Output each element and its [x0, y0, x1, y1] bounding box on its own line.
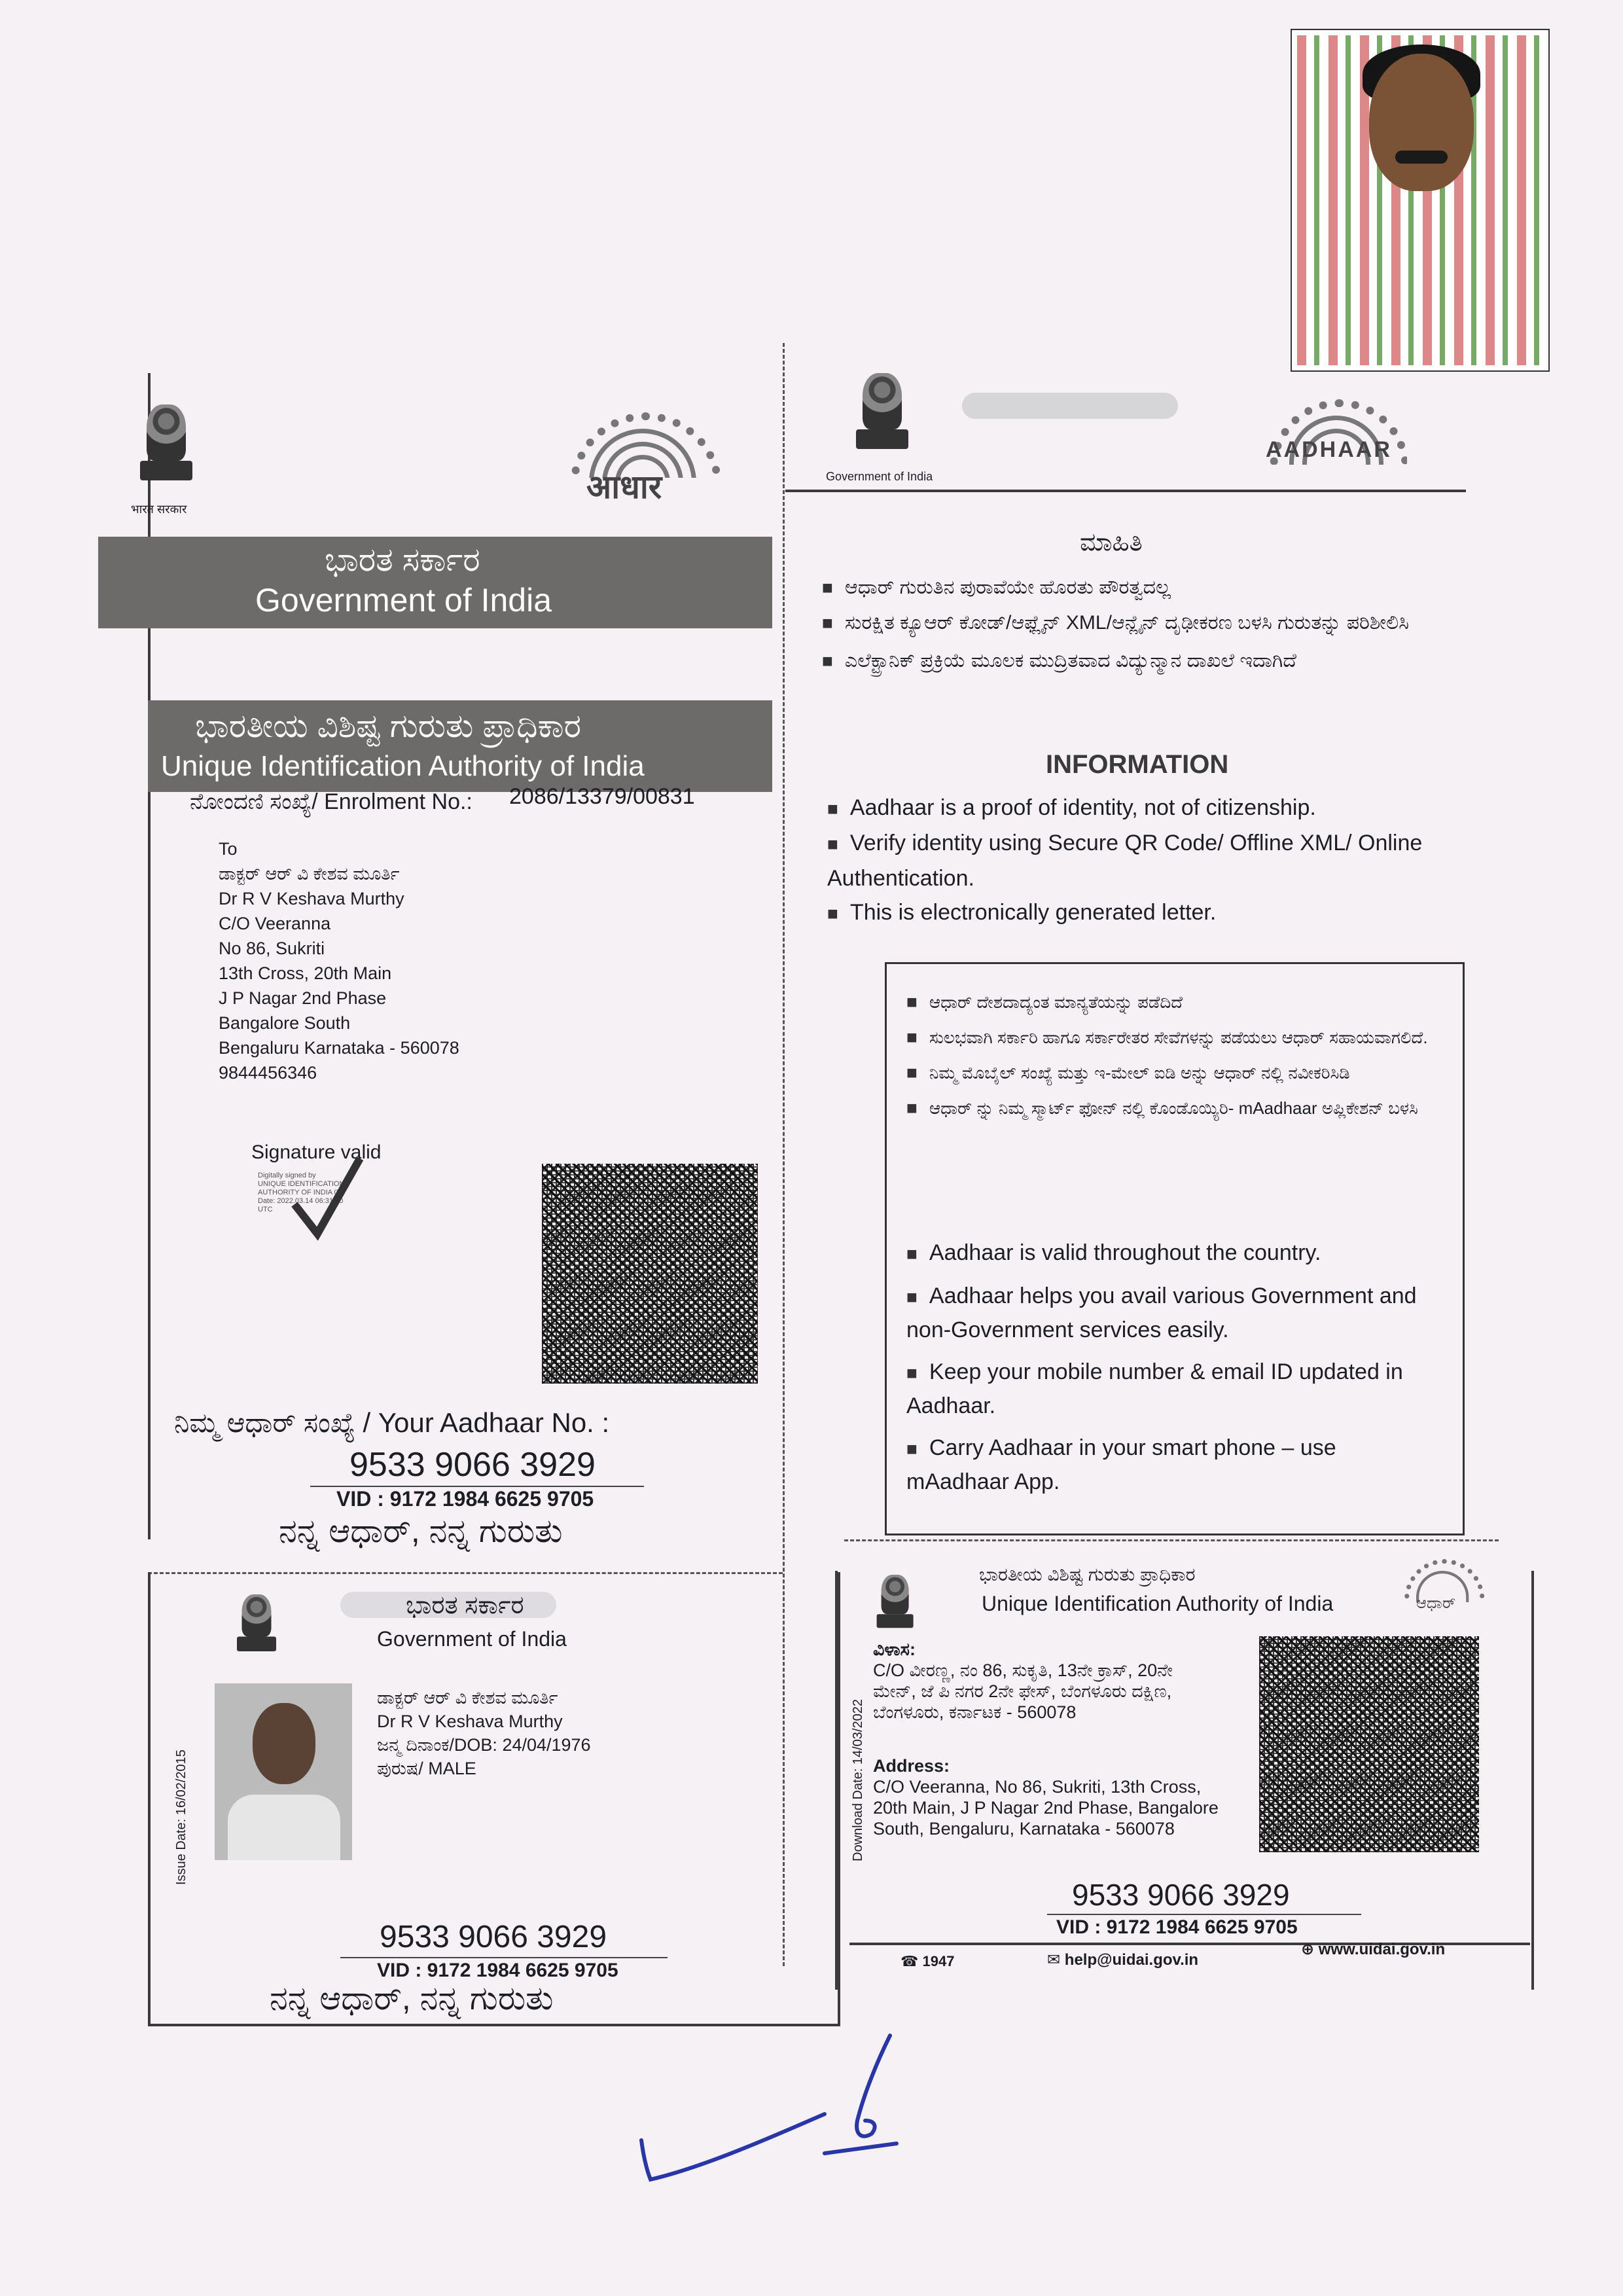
emblem-icon — [135, 404, 198, 496]
box-list: ■ Aadhaar is valid throughout the country. ■ Aadhaar helps you avail various Government and non-Government services easily. ■ Keep your mobile number & email ID updated in Aadhaar. ■ Carry Aadhaar in your smart phone – use mAadhaar App. — [906, 1236, 1443, 1498]
aadhaar-logo-icon: आधार — [563, 399, 726, 504]
uidai-band: ಭಾರತೀಯ ವಿಶಿಷ್ಟ ಗುರುತು ಪ್ರಾಧಿಕಾರ Unique Identification Authority of India — [148, 700, 772, 792]
card-back-uidai: Unique Identification Authority of India — [982, 1592, 1334, 1615]
aadhaar-logo-icon-right: AADHAAR — [1250, 386, 1420, 471]
card-back-emblem-icon — [873, 1575, 917, 1639]
box-kn-list: ■ ಆಧಾರ್ ದೇಶದಾದ್ಯಂತ ಮಾನ್ಯತೆಯನ್ನು ಪಡೆದಿದೆ ■ ಸುಲಭವಾಗಿ ಸರ್ಕಾರಿ ಹಾಗೂ ಸರ್ಕಾರೇತರ ಸೇವೆಗಳನ್ನು ಪಡೆಯಲು ಆಧಾರ್ ಸಹಾಯವಾಗಲಿದೆ. ■ ನಿಮ್ಮ ಮೊಬೈಲ್ ಸಂಖ್ಯೆ ಮತ್ತು ಇ-ಮೇಲ್ ಐಡಿ ಅನ್ನು ಆಧಾರ್ ನಲ್ಲಿ ನವೀಕರಿಸಿಡಿ ■ ಆಧಾರ್ ನ್ನು ನಿಮ್ಮ ಸ್ಮಾರ್ಟ್ ಫೋನ್ ನಲ್ಲಿ ಕೊಂಡೊಯ್ಯಿರಿ- mAadhaar ಅಪ್ಲಿಕೇಶನ್ ಬಳಸಿ — [906, 990, 1443, 1120]
emblem-caption-right: Government of India — [826, 470, 933, 483]
aadhaar-number: 9533 9066 3929 — [349, 1446, 596, 1484]
card-back-address-kn: ವಿಳಾಸ: C/O ವೀರಣ್ಣ, ನಂ 86, ಸುಕೃತಿ, 13ನೇ ಕ್ರಾಸ್, 20ನೇ ಮೇನ್, ಜೆ ಪಿ ನಗರ 2ನೇ ಫೇಸ್, ಬೆಂಗಳೂರು ದಕ್ಷಿಣ, ಬೆಂಗಳೂರು, ಕರ್ನಾಟಕ - 560078 — [873, 1640, 1173, 1722]
phone-icon: ☎ — [901, 1953, 919, 1969]
card-govt-kn: ಭಾರತ ಸರ್ಕಾರ — [406, 1592, 524, 1619]
govt-band: ಭಾರತ ಸರ್ಕಾರ Government of India — [98, 537, 772, 628]
card-back-uidai-kn: ಭಾರತೀಯ ವಿಶಿಷ್ಟ ಗುರುತು ಪ್ರಾಧಿಕಾರ — [979, 1564, 1196, 1585]
letter-qr-code — [542, 1164, 758, 1384]
card-emblem-icon — [233, 1594, 280, 1663]
globe-icon: ⊕ — [1301, 1941, 1315, 1958]
checkmark-icon — [288, 1152, 366, 1244]
info-list: ■ Aadhaar is a proof of identity, not of citizenship. ■ Verify identity using Secure QR Code/ Offline XML/ Online Authentication. ■ This is electronically generated letter. — [827, 791, 1455, 931]
issue-date: Issue Date: 16/02/2015 — [174, 1749, 188, 1885]
mail-icon: ✉ — [1047, 1951, 1061, 1969]
card-aadhaar-number: 9533 9066 3929 — [380, 1920, 607, 1954]
passport-photo — [1291, 29, 1550, 372]
card-back-address: Address: C/O Veeranna, No 86, Sukriti, 13th Cross, 20th Main, J P Nagar 2nd Phase, Bangalore South, Bengaluru, Karnataka - 560078 — [873, 1756, 1219, 1839]
recipient-address: To ಡಾಕ್ಟರ್ ಆರ್ ವಿ ಕೇಶವ ಮೂರ್ತಿ Dr R V Keshava Murthy C/O Veeranna No 86, Sukriti 13th Cross, 20th Main J P Nagar 2nd Phase Bangalore South Bengaluru Karnataka - 560078 9844456346 — [219, 839, 459, 1083]
card-back-logo-icon: ಆಧಾರ್ — [1400, 1555, 1452, 1590]
emblem-caption: भारत सरकार — [131, 503, 187, 516]
info-kn-list: ■ ಆಧಾರ್ ಗುರುತಿನ ಪುರಾವೆಯೇ ಹೊರತು ಪೌರತ್ವದಲ್ಲ ■ ಸುರಕ್ಷಿತ ಕ್ಯೂಆರ್ ಕೋಡ್/ಆಫ್ಲೈನ್ XML/ಆನ್ಲೈನ್ ದೃಢೀಕರಣ ಬಳಸಿ ಗುರುತನ್ನು ಪರಿಶೀಲಿಸಿ ■ ಎಲೆಕ್ಟ್ರಾನಿಕ್ ಪ್ರಕ್ರಿಯೆ ಮೂಲಕ ಮುದ್ರಿತವಾದ ವಿದ್ಯುನ್ಮಾನ ದಾಖಲೆ ಇದಾಗಿದೆ — [822, 573, 1411, 675]
emblem-icon-right — [851, 373, 914, 465]
card-back-aadhaar-number: 9533 9066 3929 — [1072, 1878, 1290, 1912]
card-back-vid: VID : 9172 1984 6625 9705 — [1056, 1916, 1298, 1938]
signature-details: Digitally signed by UNIQUE IDENTIFICATION AUTHORITY OF INDIA 04 Date: 2022.03.14 06:31:50 UTC — [258, 1172, 345, 1213]
redaction-blur — [962, 393, 1178, 419]
enrolment-label: ನೋಂದಣಿ ಸಂಖ್ಯೆ/ Enrolment No.: — [190, 789, 473, 814]
enrolment-number: 2086/13379/00831 — [509, 784, 695, 809]
website: ⊕ www.uidai.gov.in — [1301, 1941, 1446, 1958]
card-govt: Government of India — [377, 1627, 567, 1651]
email: ✉ help@uidai.gov.in — [1047, 1951, 1199, 1969]
card-tagline: ನನ್ನ ಆಧಾರ್, ನನ್ನ ಗುರುತು — [270, 1980, 554, 2017]
vid-number: VID : 9172 1984 6625 9705 — [336, 1487, 594, 1511]
tagline: ನನ್ನ ಆಧಾರ್, ನನ್ನ ಗುರುತು — [279, 1513, 563, 1549]
info-box — [885, 962, 1465, 1535]
card-holder-details: ಡಾಕ್ಟರ್ ಆರ್ ವಿ ಕೇಶವ ಮೂರ್ತಿ Dr R V Keshava Murthy ಜನ್ಮ ದಿನಾಂಕ/DOB: 24/04/1976 ಪುರುಷ/ MALE — [377, 1688, 591, 1778]
handwritten-signature — [628, 2022, 929, 2193]
info-heading: INFORMATION — [1046, 750, 1229, 779]
helpline: ☎ 1947 — [901, 1953, 955, 1969]
aadhaar-number-label: ನಿಮ್ಮ ಆಧಾರ್ ಸಂಖ್ಯೆ / Your Aadhaar No. : — [174, 1407, 610, 1438]
card-vid: VID : 9172 1984 6625 9705 — [377, 1960, 618, 1981]
download-date: Download Date: 14/03/2022 — [851, 1699, 865, 1861]
signature-valid: Signature valid — [251, 1141, 382, 1163]
cut-line-right — [844, 1539, 1499, 1541]
card-photo — [215, 1683, 352, 1860]
card-back-qr-code — [1259, 1636, 1479, 1852]
info-heading-kn: ಮಾಹಿತಿ — [1080, 529, 1143, 556]
